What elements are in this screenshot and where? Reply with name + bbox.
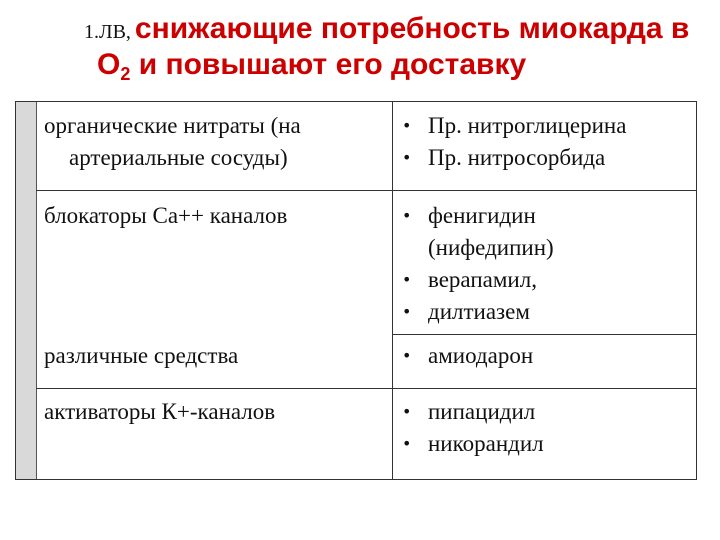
list-item [402, 142, 692, 174]
category-line: блокаторы Са++ каналов [44, 203, 288, 228]
list-item [402, 340, 692, 372]
list-item [402, 296, 692, 328]
bullet-icon: • [402, 206, 412, 225]
table-row-2-category [44, 200, 384, 232]
bullet-icon: • [402, 302, 412, 321]
category-line: активаторы К+-каналов [44, 399, 276, 424]
drug-name: пипацидил [428, 399, 536, 424]
table-row-4-category [44, 396, 384, 428]
category-line: артериальные сосуды) [69, 145, 288, 170]
title-number: 1.ЛВ, [84, 21, 131, 43]
table-row-1-drugs [402, 110, 692, 174]
drug-name: дилтиазем [428, 299, 530, 324]
list-item [402, 264, 692, 296]
bullet-icon: • [402, 346, 412, 365]
drug-name: никорандил [428, 431, 544, 456]
table-row-4-drugs [402, 396, 692, 460]
column-divider [392, 102, 393, 479]
table-row-3-drugs [402, 340, 692, 372]
list-item [402, 200, 692, 264]
title-subscript: 2 [120, 64, 131, 84]
table-row-2-drugs [402, 200, 692, 328]
table-row-3-category [44, 340, 384, 372]
category-line: различные средства [44, 343, 239, 368]
bullet-icon: • [402, 402, 412, 421]
drug-name: Пр. нитроглицерина [428, 113, 627, 138]
drug-name: амиодарон [428, 343, 534, 368]
title-text-2: и повышают его доставку [130, 48, 527, 81]
title-line-2 [97, 48, 526, 85]
list-item [402, 428, 692, 460]
drug-name [428, 200, 692, 264]
bullet-icon: • [402, 116, 412, 135]
drug-name: верапамил, [428, 267, 537, 292]
list-item [402, 396, 692, 428]
category-line: органические нитраты (на [44, 113, 301, 138]
drug-table [15, 101, 697, 480]
bullet-icon: • [402, 270, 412, 289]
title-text-1: снижающие потребность миокарда в [134, 12, 690, 45]
drug-name-line: (нифедипин) [428, 235, 554, 260]
drug-name-line: фенигидин [428, 203, 536, 228]
drug-name: Пр. нитросорбида [428, 145, 606, 170]
bullet-icon: • [402, 148, 412, 167]
table-gutter [16, 102, 37, 479]
title-line-1 [84, 12, 689, 46]
row-divider-1 [36, 190, 696, 191]
list-item [402, 110, 692, 142]
table-row-1-category [44, 110, 384, 174]
bullet-icon: • [402, 434, 412, 453]
row-divider-2b [393, 334, 696, 335]
row-divider-2 [36, 388, 696, 389]
title-o: О [97, 48, 121, 81]
